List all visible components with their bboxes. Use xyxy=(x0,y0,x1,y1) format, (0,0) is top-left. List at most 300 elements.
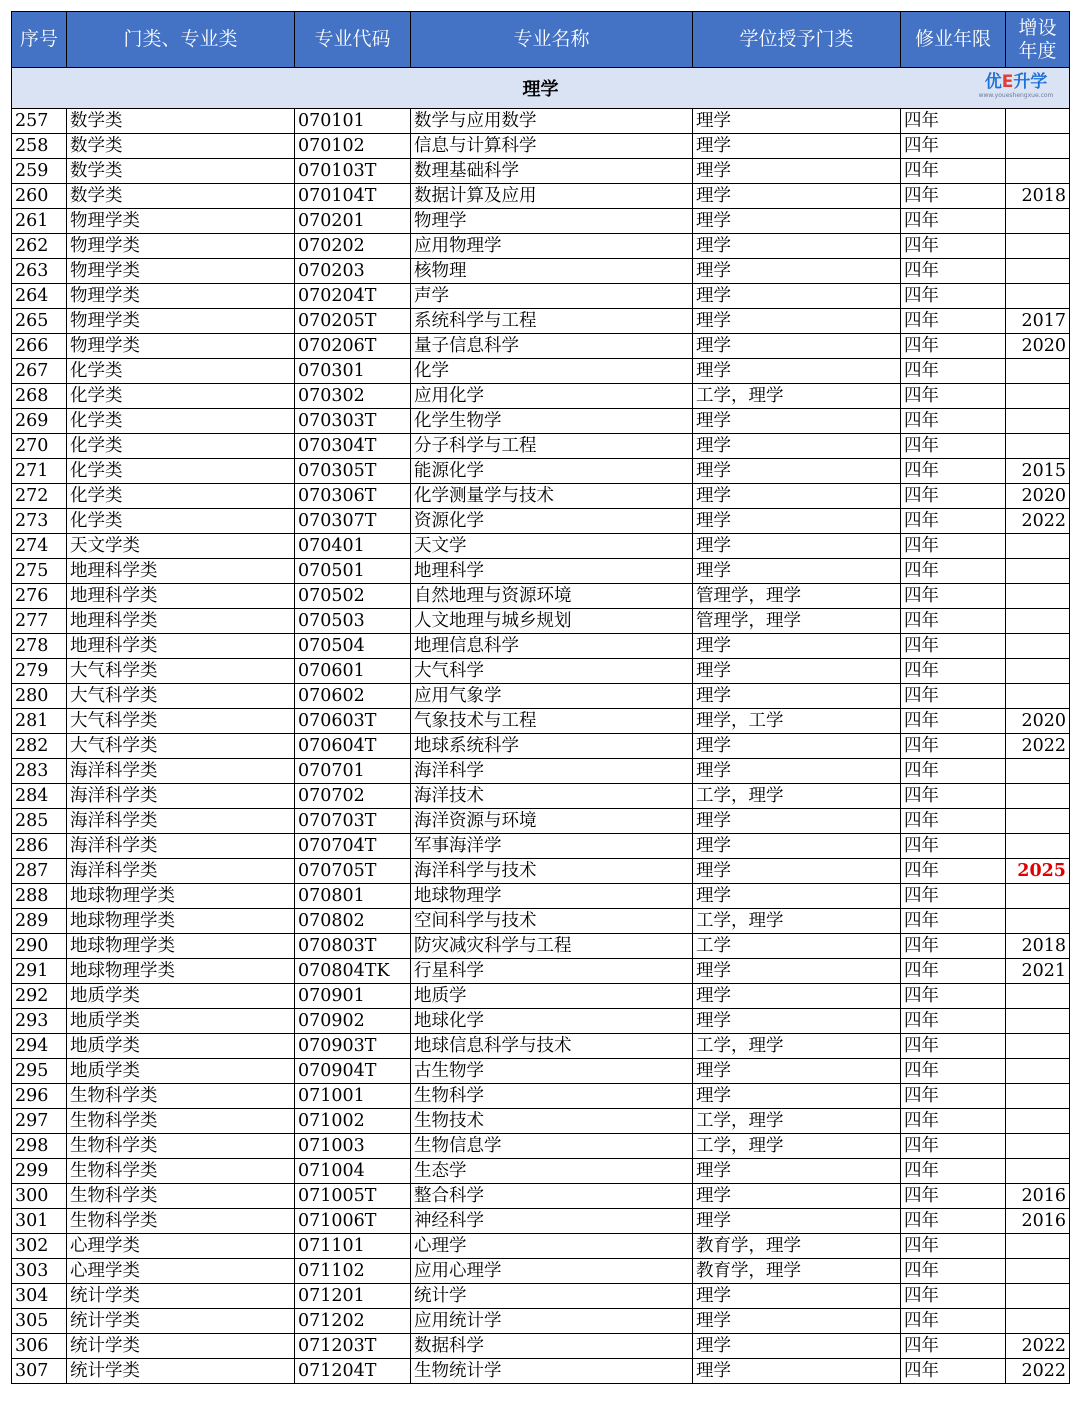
cell-category: 物理学类 xyxy=(67,259,295,284)
cell-year xyxy=(1006,1009,1070,1034)
cell-name: 数理基础科学 xyxy=(411,159,693,184)
cell-category: 生物科学类 xyxy=(67,1084,295,1109)
majors-table xyxy=(11,11,1070,1384)
cell-year xyxy=(1006,1284,1070,1309)
cell-category: 地理科学类 xyxy=(67,559,295,584)
cell-name: 防灾减灾科学与工程 xyxy=(411,934,693,959)
cell-degree: 理学 xyxy=(693,409,901,434)
cell-duration: 四年 xyxy=(901,634,1006,659)
table-row xyxy=(12,1034,1070,1059)
cell-category: 数学类 xyxy=(67,109,295,134)
cell-name: 核物理 xyxy=(411,259,693,284)
table-row xyxy=(12,884,1070,909)
cell-seq: 263 xyxy=(12,259,67,284)
table-row xyxy=(12,809,1070,834)
table-row xyxy=(12,1334,1070,1359)
cell-category: 物理学类 xyxy=(67,209,295,234)
header-row xyxy=(12,12,1070,68)
cell-year xyxy=(1006,159,1070,184)
cell-category: 物理学类 xyxy=(67,334,295,359)
table-row xyxy=(12,334,1070,359)
cell-seq: 304 xyxy=(12,1284,67,1309)
cell-code: 071006T xyxy=(295,1209,411,1234)
table-row xyxy=(12,459,1070,484)
cell-duration: 四年 xyxy=(901,1159,1006,1184)
cell-category: 地质学类 xyxy=(67,1034,295,1059)
cell-degree: 理学 xyxy=(693,809,901,834)
cell-year: 2015 xyxy=(1006,459,1070,484)
cell-seq: 269 xyxy=(12,409,67,434)
cell-code: 070602 xyxy=(295,684,411,709)
cell-category: 化学类 xyxy=(67,484,295,509)
cell-degree: 理学 xyxy=(693,459,901,484)
cell-code: 071001 xyxy=(295,1084,411,1109)
cell-name: 资源化学 xyxy=(411,509,693,534)
cell-name: 应用统计学 xyxy=(411,1309,693,1334)
cell-degree: 工学，理学 xyxy=(693,784,901,809)
cell-code: 070701 xyxy=(295,759,411,784)
cell-year xyxy=(1006,209,1070,234)
table-row xyxy=(12,384,1070,409)
cell-code: 070201 xyxy=(295,209,411,234)
cell-duration: 四年 xyxy=(901,359,1006,384)
cell-code: 070704T xyxy=(295,834,411,859)
cell-degree: 理学 xyxy=(693,1334,901,1359)
cell-seq: 283 xyxy=(12,759,67,784)
cell-degree: 理学 xyxy=(693,484,901,509)
cell-category: 生物科学类 xyxy=(67,1159,295,1184)
cell-seq: 300 xyxy=(12,1184,67,1209)
cell-degree: 理学 xyxy=(693,1309,901,1334)
cell-code: 070301 xyxy=(295,359,411,384)
cell-year: 2022 xyxy=(1006,734,1070,759)
cell-year xyxy=(1006,1259,1070,1284)
cell-code: 070305T xyxy=(295,459,411,484)
cell-degree: 理学 xyxy=(693,559,901,584)
cell-category: 化学类 xyxy=(67,509,295,534)
cell-code: 070307T xyxy=(295,509,411,534)
table-row xyxy=(12,734,1070,759)
cell-duration: 四年 xyxy=(901,959,1006,984)
cell-degree: 理学 xyxy=(693,1184,901,1209)
cell-name: 地理信息科学 xyxy=(411,634,693,659)
cell-degree: 理学 xyxy=(693,159,901,184)
cell-year: 2018 xyxy=(1006,934,1070,959)
cell-category: 生物科学类 xyxy=(67,1209,295,1234)
cell-degree: 教育学，理学 xyxy=(693,1259,901,1284)
cell-code: 071003 xyxy=(295,1134,411,1159)
cell-category: 天文学类 xyxy=(67,534,295,559)
cell-year xyxy=(1006,1084,1070,1109)
cell-name: 海洋科学 xyxy=(411,759,693,784)
cell-duration: 四年 xyxy=(901,334,1006,359)
cell-duration: 四年 xyxy=(901,584,1006,609)
cell-duration: 四年 xyxy=(901,184,1006,209)
cell-code: 070202 xyxy=(295,234,411,259)
table-row xyxy=(12,1134,1070,1159)
cell-year xyxy=(1006,559,1070,584)
cell-code: 070804TK xyxy=(295,959,411,984)
cell-code: 070904T xyxy=(295,1059,411,1084)
cell-degree: 理学 xyxy=(693,1284,901,1309)
header-duration: 修业年限 xyxy=(901,12,1006,68)
cell-year xyxy=(1006,134,1070,159)
cell-code: 070102 xyxy=(295,134,411,159)
table-row xyxy=(12,684,1070,709)
table-row xyxy=(12,709,1070,734)
cell-seq: 298 xyxy=(12,1134,67,1159)
cell-name: 气象技术与工程 xyxy=(411,709,693,734)
cell-degree: 理学 xyxy=(693,634,901,659)
cell-name: 系统科学与工程 xyxy=(411,309,693,334)
cell-seq: 279 xyxy=(12,659,67,684)
table-row xyxy=(12,134,1070,159)
cell-category: 大气科学类 xyxy=(67,734,295,759)
cell-seq: 273 xyxy=(12,509,67,534)
cell-duration: 四年 xyxy=(901,734,1006,759)
table-row xyxy=(12,1234,1070,1259)
cell-code: 070902 xyxy=(295,1009,411,1034)
table-row xyxy=(12,234,1070,259)
cell-seq: 265 xyxy=(12,309,67,334)
cell-year: 2017 xyxy=(1006,309,1070,334)
cell-seq: 271 xyxy=(12,459,67,484)
cell-name: 化学 xyxy=(411,359,693,384)
cell-name: 地质学 xyxy=(411,984,693,1009)
cell-seq: 268 xyxy=(12,384,67,409)
cell-seq: 293 xyxy=(12,1009,67,1034)
cell-seq: 290 xyxy=(12,934,67,959)
cell-category: 海洋科学类 xyxy=(67,834,295,859)
cell-name: 古生物学 xyxy=(411,1059,693,1084)
cell-code: 070303T xyxy=(295,409,411,434)
cell-category: 化学类 xyxy=(67,384,295,409)
cell-seq: 257 xyxy=(12,109,67,134)
cell-degree: 理学，工学 xyxy=(693,709,901,734)
cell-seq: 295 xyxy=(12,1059,67,1084)
section-cell xyxy=(12,68,1070,109)
cell-code: 071201 xyxy=(295,1284,411,1309)
cell-year: 2016 xyxy=(1006,1209,1070,1234)
cell-year xyxy=(1006,909,1070,934)
cell-duration: 四年 xyxy=(901,1334,1006,1359)
cell-code: 071204T xyxy=(295,1359,411,1384)
cell-category: 数学类 xyxy=(67,134,295,159)
cell-name: 生物统计学 xyxy=(411,1359,693,1384)
cell-year xyxy=(1006,634,1070,659)
cell-duration: 四年 xyxy=(901,909,1006,934)
cell-code: 070703T xyxy=(295,809,411,834)
cell-category: 生物科学类 xyxy=(67,1184,295,1209)
cell-category: 数学类 xyxy=(67,184,295,209)
table-row xyxy=(12,1059,1070,1084)
cell-code: 071202 xyxy=(295,1309,411,1334)
majors-table-container xyxy=(11,11,1069,1384)
cell-name: 应用气象学 xyxy=(411,684,693,709)
cell-name: 化学测量学与技术 xyxy=(411,484,693,509)
cell-category: 化学类 xyxy=(67,459,295,484)
header-name: 专业名称 xyxy=(411,12,693,68)
cell-degree: 理学 xyxy=(693,1009,901,1034)
cell-category: 大气科学类 xyxy=(67,709,295,734)
cell-year xyxy=(1006,234,1070,259)
cell-code: 070101 xyxy=(295,109,411,134)
cell-name: 心理学 xyxy=(411,1234,693,1259)
cell-seq: 276 xyxy=(12,584,67,609)
cell-degree: 工学，理学 xyxy=(693,1109,901,1134)
cell-code: 070603T xyxy=(295,709,411,734)
cell-year xyxy=(1006,434,1070,459)
cell-category: 统计学类 xyxy=(67,1334,295,1359)
table-row xyxy=(12,559,1070,584)
table-row xyxy=(12,634,1070,659)
cell-seq: 288 xyxy=(12,884,67,909)
cell-duration: 四年 xyxy=(901,759,1006,784)
cell-degree: 理学 xyxy=(693,1159,901,1184)
cell-degree: 理学 xyxy=(693,759,901,784)
cell-category: 生物科学类 xyxy=(67,1134,295,1159)
cell-seq: 286 xyxy=(12,834,67,859)
cell-seq: 294 xyxy=(12,1034,67,1059)
cell-duration: 四年 xyxy=(901,1109,1006,1134)
cell-degree: 工学，理学 xyxy=(693,1134,901,1159)
cell-seq: 303 xyxy=(12,1259,67,1284)
cell-year: 2025 xyxy=(1006,859,1070,884)
cell-year xyxy=(1006,1134,1070,1159)
cell-seq: 260 xyxy=(12,184,67,209)
cell-seq: 270 xyxy=(12,434,67,459)
table-row xyxy=(12,759,1070,784)
cell-code: 070203 xyxy=(295,259,411,284)
cell-category: 化学类 xyxy=(67,409,295,434)
cell-year: 2020 xyxy=(1006,334,1070,359)
table-row xyxy=(12,1009,1070,1034)
cell-degree: 理学 xyxy=(693,234,901,259)
cell-code: 070604T xyxy=(295,734,411,759)
table-row xyxy=(12,1359,1070,1384)
cell-code: 070802 xyxy=(295,909,411,934)
cell-year xyxy=(1006,759,1070,784)
cell-seq: 297 xyxy=(12,1109,67,1134)
header-degree: 学位授予门类 xyxy=(693,12,901,68)
table-row xyxy=(12,1184,1070,1209)
cell-category: 心理学类 xyxy=(67,1234,295,1259)
table-row xyxy=(12,934,1070,959)
table-row xyxy=(12,484,1070,509)
cell-category: 心理学类 xyxy=(67,1259,295,1284)
cell-duration: 四年 xyxy=(901,384,1006,409)
cell-category: 数学类 xyxy=(67,159,295,184)
cell-name: 地球信息科学与技术 xyxy=(411,1034,693,1059)
cell-degree: 工学 xyxy=(693,934,901,959)
cell-name: 生物技术 xyxy=(411,1109,693,1134)
cell-seq: 264 xyxy=(12,284,67,309)
cell-degree: 理学 xyxy=(693,1059,901,1084)
cell-year xyxy=(1006,609,1070,634)
cell-year: 2020 xyxy=(1006,709,1070,734)
cell-duration: 四年 xyxy=(901,284,1006,309)
table-row xyxy=(12,534,1070,559)
cell-seq: 274 xyxy=(12,534,67,559)
cell-category: 地质学类 xyxy=(67,1009,295,1034)
cell-code: 070401 xyxy=(295,534,411,559)
cell-seq: 258 xyxy=(12,134,67,159)
cell-name: 化学生物学 xyxy=(411,409,693,434)
cell-duration: 四年 xyxy=(901,559,1006,584)
cell-year: 2020 xyxy=(1006,484,1070,509)
cell-category: 地质学类 xyxy=(67,1059,295,1084)
cell-degree: 理学 xyxy=(693,884,901,909)
cell-degree: 理学 xyxy=(693,184,901,209)
cell-duration: 四年 xyxy=(901,309,1006,334)
cell-category: 物理学类 xyxy=(67,234,295,259)
cell-year xyxy=(1006,359,1070,384)
cell-year xyxy=(1006,384,1070,409)
cell-duration: 四年 xyxy=(901,834,1006,859)
cell-degree: 工学，理学 xyxy=(693,1034,901,1059)
cell-category: 海洋科学类 xyxy=(67,859,295,884)
cell-code: 070803T xyxy=(295,934,411,959)
cell-duration: 四年 xyxy=(901,1309,1006,1334)
cell-code: 070302 xyxy=(295,384,411,409)
cell-degree: 理学 xyxy=(693,209,901,234)
cell-category: 地球物理学类 xyxy=(67,934,295,959)
cell-name: 地球物理学 xyxy=(411,884,693,909)
cell-year xyxy=(1006,1034,1070,1059)
cell-year xyxy=(1006,784,1070,809)
table-row xyxy=(12,584,1070,609)
cell-degree: 理学 xyxy=(693,734,901,759)
cell-degree: 理学 xyxy=(693,984,901,1009)
cell-seq: 277 xyxy=(12,609,67,634)
header-category: 门类、专业类 xyxy=(67,12,295,68)
cell-year xyxy=(1006,1109,1070,1134)
cell-name: 神经科学 xyxy=(411,1209,693,1234)
brand-logo xyxy=(975,72,1057,104)
brand-logo-url: www.youeshengxue.com xyxy=(978,92,1054,99)
cell-degree: 理学 xyxy=(693,109,901,134)
table-row xyxy=(12,1259,1070,1284)
table-row xyxy=(12,359,1070,384)
cell-name: 物理学 xyxy=(411,209,693,234)
cell-degree: 理学 xyxy=(693,509,901,534)
cell-duration: 四年 xyxy=(901,1084,1006,1109)
cell-degree: 工学，理学 xyxy=(693,909,901,934)
cell-name: 声学 xyxy=(411,284,693,309)
cell-category: 大气科学类 xyxy=(67,684,295,709)
cell-name: 生物科学 xyxy=(411,1084,693,1109)
cell-seq: 280 xyxy=(12,684,67,709)
cell-category: 物理学类 xyxy=(67,284,295,309)
cell-year xyxy=(1006,1309,1070,1334)
cell-category: 统计学类 xyxy=(67,1359,295,1384)
cell-duration: 四年 xyxy=(901,484,1006,509)
cell-code: 070601 xyxy=(295,659,411,684)
cell-seq: 301 xyxy=(12,1209,67,1234)
table-row xyxy=(12,184,1070,209)
cell-duration: 四年 xyxy=(901,934,1006,959)
cell-degree: 理学 xyxy=(693,284,901,309)
cell-code: 070504 xyxy=(295,634,411,659)
cell-degree: 理学 xyxy=(693,659,901,684)
cell-duration: 四年 xyxy=(901,884,1006,909)
cell-degree: 理学 xyxy=(693,309,901,334)
cell-seq: 291 xyxy=(12,959,67,984)
cell-duration: 四年 xyxy=(901,534,1006,559)
cell-category: 化学类 xyxy=(67,359,295,384)
cell-code: 070103T xyxy=(295,159,411,184)
cell-degree: 理学 xyxy=(693,959,901,984)
cell-category: 物理学类 xyxy=(67,309,295,334)
cell-degree: 理学 xyxy=(693,1209,901,1234)
cell-year xyxy=(1006,1059,1070,1084)
cell-duration: 四年 xyxy=(901,109,1006,134)
section-title: 理学 xyxy=(522,79,559,100)
cell-code: 071005T xyxy=(295,1184,411,1209)
cell-year xyxy=(1006,584,1070,609)
cell-degree: 理学 xyxy=(693,334,901,359)
table-row xyxy=(12,659,1070,684)
table-row xyxy=(12,1284,1070,1309)
cell-category: 地球物理学类 xyxy=(67,884,295,909)
cell-code: 070205T xyxy=(295,309,411,334)
cell-seq: 282 xyxy=(12,734,67,759)
cell-degree: 理学 xyxy=(693,684,901,709)
cell-name: 大气科学 xyxy=(411,659,693,684)
cell-duration: 四年 xyxy=(901,609,1006,634)
cell-code: 071102 xyxy=(295,1259,411,1284)
cell-seq: 289 xyxy=(12,909,67,934)
cell-name: 空间科学与技术 xyxy=(411,909,693,934)
table-row xyxy=(12,984,1070,1009)
cell-category: 统计学类 xyxy=(67,1309,295,1334)
cell-degree: 理学 xyxy=(693,1084,901,1109)
cell-seq: 287 xyxy=(12,859,67,884)
cell-duration: 四年 xyxy=(901,784,1006,809)
cell-category: 大气科学类 xyxy=(67,659,295,684)
cell-name: 数据计算及应用 xyxy=(411,184,693,209)
cell-degree: 理学 xyxy=(693,859,901,884)
table-row xyxy=(12,784,1070,809)
cell-code: 070801 xyxy=(295,884,411,909)
cell-seq: 299 xyxy=(12,1159,67,1184)
cell-seq: 272 xyxy=(12,484,67,509)
cell-name: 地球化学 xyxy=(411,1009,693,1034)
cell-name: 应用物理学 xyxy=(411,234,693,259)
cell-year xyxy=(1006,1159,1070,1184)
table-row xyxy=(12,1109,1070,1134)
cell-category: 生物科学类 xyxy=(67,1109,295,1134)
cell-duration: 四年 xyxy=(901,659,1006,684)
cell-year: 2021 xyxy=(1006,959,1070,984)
cell-name: 信息与计算科学 xyxy=(411,134,693,159)
cell-name: 军事海洋学 xyxy=(411,834,693,859)
cell-code: 070702 xyxy=(295,784,411,809)
header-seq: 序号 xyxy=(12,12,67,68)
cell-name: 海洋技术 xyxy=(411,784,693,809)
cell-seq: 292 xyxy=(12,984,67,1009)
cell-duration: 四年 xyxy=(901,1359,1006,1384)
cell-degree: 管理学，理学 xyxy=(693,584,901,609)
cell-duration: 四年 xyxy=(901,1034,1006,1059)
table-row xyxy=(12,109,1070,134)
cell-seq: 275 xyxy=(12,559,67,584)
cell-name: 量子信息科学 xyxy=(411,334,693,359)
cell-duration: 四年 xyxy=(901,509,1006,534)
cell-category: 化学类 xyxy=(67,434,295,459)
cell-category: 地球物理学类 xyxy=(67,909,295,934)
cell-seq: 262 xyxy=(12,234,67,259)
